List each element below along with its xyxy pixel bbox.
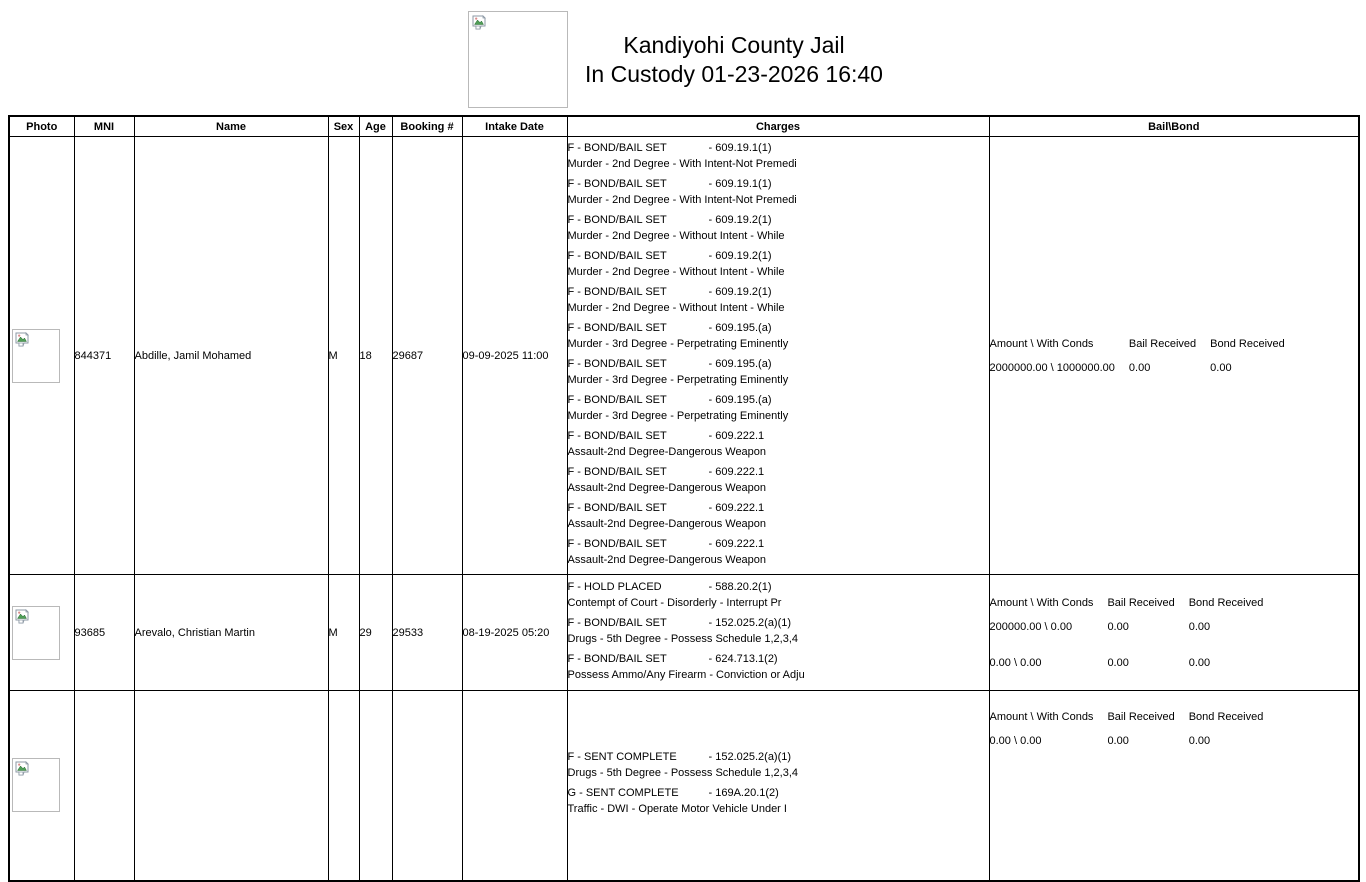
- mni-cell: 93685: [74, 575, 134, 691]
- age-cell: 18: [359, 137, 392, 575]
- booking-cell: [392, 691, 462, 881]
- broken-image-icon: [15, 761, 31, 777]
- charge-statute: - 609.222.1: [708, 501, 765, 514]
- roster-table: [8, 115, 1360, 882]
- charge-description: Contempt of Court - Disorderly - Interrupt Pr: [567, 596, 782, 609]
- bond-received-value: 0.00: [1188, 735, 1211, 747]
- inmate-photo-placeholder: [12, 606, 60, 660]
- charge-status-line: [568, 615, 989, 631]
- charge-status: F - BOND/BAIL SET: [567, 141, 667, 154]
- report-title: [558, 31, 910, 89]
- report-title-line1: Kandiyohi County Jail: [623, 32, 845, 58]
- bail-amount-value: 0.00 \ 0.00: [989, 656, 1042, 669]
- charge-status-line: [568, 464, 989, 480]
- charge-statute: - 152.025.2(a)(1): [708, 616, 792, 629]
- charge-description: Murder - 3rd Degree - Perpetrating Eminently: [567, 337, 789, 350]
- inmate-photo-placeholder: [12, 329, 60, 383]
- bail-header-bail-received: Bail Received: [1128, 337, 1197, 350]
- charge-description: Assault-2nd Degree-Dangerous Weapon: [567, 553, 767, 566]
- inmate-row: [9, 691, 1359, 881]
- charge-description: Murder - 3rd Degree - Perpetrating Eminently: [567, 373, 789, 386]
- photo-cell: [9, 575, 74, 691]
- charge-status-line: [568, 248, 989, 264]
- charge-description: Murder - 2nd Degree - Without Intent - While: [567, 265, 785, 278]
- charge-status: F - BOND/BAIL SET: [567, 537, 667, 550]
- bond-received-value: 0.00: [1188, 656, 1211, 669]
- bail-header-bond-received: Bond Received: [1210, 337, 1285, 350]
- broken-image-icon: [472, 15, 488, 31]
- charge-entry: [568, 749, 989, 781]
- charge-status: F - HOLD PLACED: [567, 580, 662, 593]
- name-cell: Abdille, Jamil Mohamed: [134, 137, 328, 575]
- charge-status: F - BOND/BAIL SET: [567, 652, 667, 665]
- charge-status: F - SENT COMPLETE: [567, 751, 677, 764]
- column-header-mni: MNI: [74, 116, 134, 137]
- mni-cell: 844371: [74, 137, 134, 575]
- charge-status-line: [568, 579, 989, 595]
- charge-entry: [568, 212, 989, 244]
- roster-header-row: [9, 116, 1359, 137]
- charge-description: Assault-2nd Degree-Dangerous Weapon: [567, 445, 767, 458]
- charge-description: Traffic - DWI - Operate Motor Vehicle Under I: [567, 803, 787, 816]
- bail-bond-cell: [989, 137, 1359, 575]
- charge-status-line: [568, 140, 989, 156]
- bail-amount-value: 200000.00 \ 0.00: [989, 620, 1073, 633]
- bond-received-value: 0.00: [1210, 361, 1232, 374]
- bail-bond-table: [990, 705, 1278, 753]
- charge-status: F - BOND/BAIL SET: [567, 429, 667, 442]
- broken-image-icon: [15, 332, 31, 348]
- charge-entry: [568, 651, 989, 683]
- sex-cell: M: [328, 575, 359, 691]
- charge-status-line: [568, 785, 989, 801]
- bail-header-bond-received: Bond Received: [1188, 596, 1264, 609]
- bail-received-value: 0.00: [1107, 620, 1129, 633]
- charge-statute: - 609.195.(a): [708, 321, 772, 334]
- charge-entry: [568, 392, 989, 424]
- charge-statute: - 609.19.2(1): [708, 285, 772, 298]
- charge-entry: [568, 615, 989, 647]
- charge-description: Possess Ammo/Any Firearm - Conviction or Adju: [567, 668, 805, 681]
- charge-statute: - 609.222.1: [708, 465, 765, 478]
- charge-status: F - BOND/BAIL SET: [567, 249, 667, 262]
- charge-entry: [568, 320, 989, 352]
- bail-header-amount: Amount \ With Conds: [989, 337, 1094, 350]
- charge-entry: [568, 176, 989, 208]
- intake-date-cell: 09-09-2025 11:00: [462, 137, 567, 575]
- column-header-bail-bond: Bail\Bond: [989, 116, 1359, 137]
- charge-entry: [568, 284, 989, 316]
- age-cell: [359, 691, 392, 881]
- column-header-name: Name: [134, 116, 328, 137]
- charge-statute: - 609.19.1(1): [708, 141, 772, 154]
- bail-value-row: [990, 356, 1299, 380]
- report-title-line2: In Custody 01-23-2026 16:40: [585, 61, 883, 87]
- charge-status-line: [568, 651, 989, 667]
- booking-cell: 29687: [392, 137, 462, 575]
- charge-entry: [568, 356, 989, 388]
- bail-bond-cell: [989, 691, 1359, 881]
- column-header-age: Age: [359, 116, 392, 137]
- sex-cell: [328, 691, 359, 881]
- charge-description: Murder - 2nd Degree - Without Intent - While: [567, 301, 785, 314]
- inmate-row: [9, 575, 1359, 691]
- bond-received-value: 0.00: [1188, 620, 1211, 633]
- bail-header-amount: Amount \ With Conds: [989, 596, 1094, 609]
- column-header-charges: Charges: [567, 116, 989, 137]
- charge-statute: - 609.19.2(1): [708, 249, 772, 262]
- charge-entry: [568, 579, 989, 611]
- charge-description: Murder - 2nd Degree - Without Intent - While: [567, 229, 785, 242]
- bail-header-bail-received: Bail Received: [1107, 596, 1175, 609]
- bail-value-row: [990, 639, 1278, 675]
- charge-status-line: [568, 536, 989, 552]
- charge-statute: - 588.20.2(1): [708, 580, 772, 593]
- charge-statute: - 609.222.1: [708, 537, 765, 550]
- charge-status: F - BOND/BAIL SET: [567, 213, 667, 226]
- charge-statute: - 624.713.1(2): [708, 652, 778, 665]
- charge-entry: [568, 785, 989, 817]
- inmate-row: [9, 137, 1359, 575]
- bail-header-row: [990, 332, 1299, 356]
- bail-header-row: [990, 591, 1278, 615]
- booking-cell: 29533: [392, 575, 462, 691]
- charge-status: F - BOND/BAIL SET: [567, 177, 667, 190]
- charge-status-line: [568, 428, 989, 444]
- charge-description: Drugs - 5th Degree - Possess Schedule 1,2,3,4: [567, 632, 799, 645]
- charges-cell: [567, 691, 989, 881]
- column-header-photo: Photo: [9, 116, 74, 137]
- column-header-intake-date: Intake Date: [462, 116, 567, 137]
- sex-cell: M: [328, 137, 359, 575]
- bail-amount-value: 0.00 \ 0.00: [989, 735, 1042, 747]
- column-header-booking: Booking #: [392, 116, 462, 137]
- bail-header-row: [990, 705, 1278, 729]
- charge-statute: - 609.195.(a): [708, 393, 772, 406]
- charge-status: F - BOND/BAIL SET: [567, 393, 667, 406]
- charges-cell: [567, 575, 989, 691]
- charge-status-line: [568, 284, 989, 300]
- mni-cell: [74, 691, 134, 881]
- charge-statute: - 609.19.2(1): [708, 213, 772, 226]
- intake-date-cell: 08-19-2025 05:20: [462, 575, 567, 691]
- charge-entry: [568, 536, 989, 568]
- charge-description: Murder - 3rd Degree - Perpetrating Eminently: [567, 409, 789, 422]
- agency-logo-placeholder: [468, 11, 568, 108]
- charge-status: F - BOND/BAIL SET: [567, 501, 667, 514]
- column-header-sex: Sex: [328, 116, 359, 137]
- charge-entry: [568, 500, 989, 532]
- charge-status: G - SENT COMPLETE: [567, 787, 679, 800]
- charge-statute: - 609.222.1: [708, 429, 765, 442]
- charge-description: Assault-2nd Degree-Dangerous Weapon: [567, 481, 767, 494]
- inmate-photo-placeholder: [12, 758, 60, 812]
- charge-status: F - BOND/BAIL SET: [567, 321, 667, 334]
- charge-statute: - 609.195.(a): [708, 357, 772, 370]
- bail-header-bond-received: Bond Received: [1188, 711, 1264, 723]
- age-cell: 29: [359, 575, 392, 691]
- name-cell: Arevalo, Christian Martin: [134, 575, 328, 691]
- charge-status: F - BOND/BAIL SET: [567, 357, 667, 370]
- charge-status-line: [568, 176, 989, 192]
- bail-value-row: [990, 615, 1278, 639]
- charge-status: F - BOND/BAIL SET: [567, 285, 667, 298]
- name-cell: [134, 691, 328, 881]
- bail-header-bail-received: Bail Received: [1107, 711, 1175, 723]
- charge-statute: - 169A.20.1(2): [708, 787, 779, 800]
- charge-description: Murder - 2nd Degree - With Intent-Not Premedi: [567, 157, 797, 170]
- bail-received-value: 0.00: [1107, 735, 1129, 747]
- charge-statute: - 152.025.2(a)(1): [708, 751, 792, 764]
- charges-cell: [567, 137, 989, 575]
- charge-statute: - 609.19.1(1): [708, 177, 772, 190]
- bail-bond-table: [990, 591, 1278, 675]
- charge-entry: [568, 464, 989, 496]
- broken-image-icon: [15, 609, 31, 625]
- charge-status: F - BOND/BAIL SET: [567, 616, 667, 629]
- bail-received-value: 0.00: [1107, 656, 1129, 669]
- charge-description: Murder - 2nd Degree - With Intent-Not Premedi: [567, 193, 797, 206]
- bail-value-row: [990, 729, 1278, 753]
- charge-entry: [568, 428, 989, 460]
- charge-status-line: [568, 500, 989, 516]
- charge-description: Assault-2nd Degree-Dangerous Weapon: [567, 517, 767, 530]
- bail-received-value: 0.00: [1128, 361, 1151, 374]
- charge-status-line: [568, 392, 989, 408]
- bail-amount-value: 2000000.00 \ 1000000.00: [989, 361, 1115, 374]
- photo-cell: [9, 137, 74, 575]
- photo-cell: [9, 691, 74, 881]
- charge-entry: [568, 140, 989, 172]
- intake-date-cell: [462, 691, 567, 881]
- charge-status-line: [568, 356, 989, 372]
- charge-entry: [568, 248, 989, 280]
- charge-status-line: [568, 749, 989, 765]
- bail-bond-table: [990, 332, 1299, 380]
- report-header: [0, 0, 1366, 112]
- charge-status: F - BOND/BAIL SET: [567, 465, 667, 478]
- bail-bond-cell: [989, 575, 1359, 691]
- charge-status-line: [568, 320, 989, 336]
- charge-description: Drugs - 5th Degree - Possess Schedule 1,2,3,4: [567, 767, 799, 780]
- bail-header-amount: Amount \ With Conds: [989, 711, 1094, 723]
- charge-status-line: [568, 212, 989, 228]
